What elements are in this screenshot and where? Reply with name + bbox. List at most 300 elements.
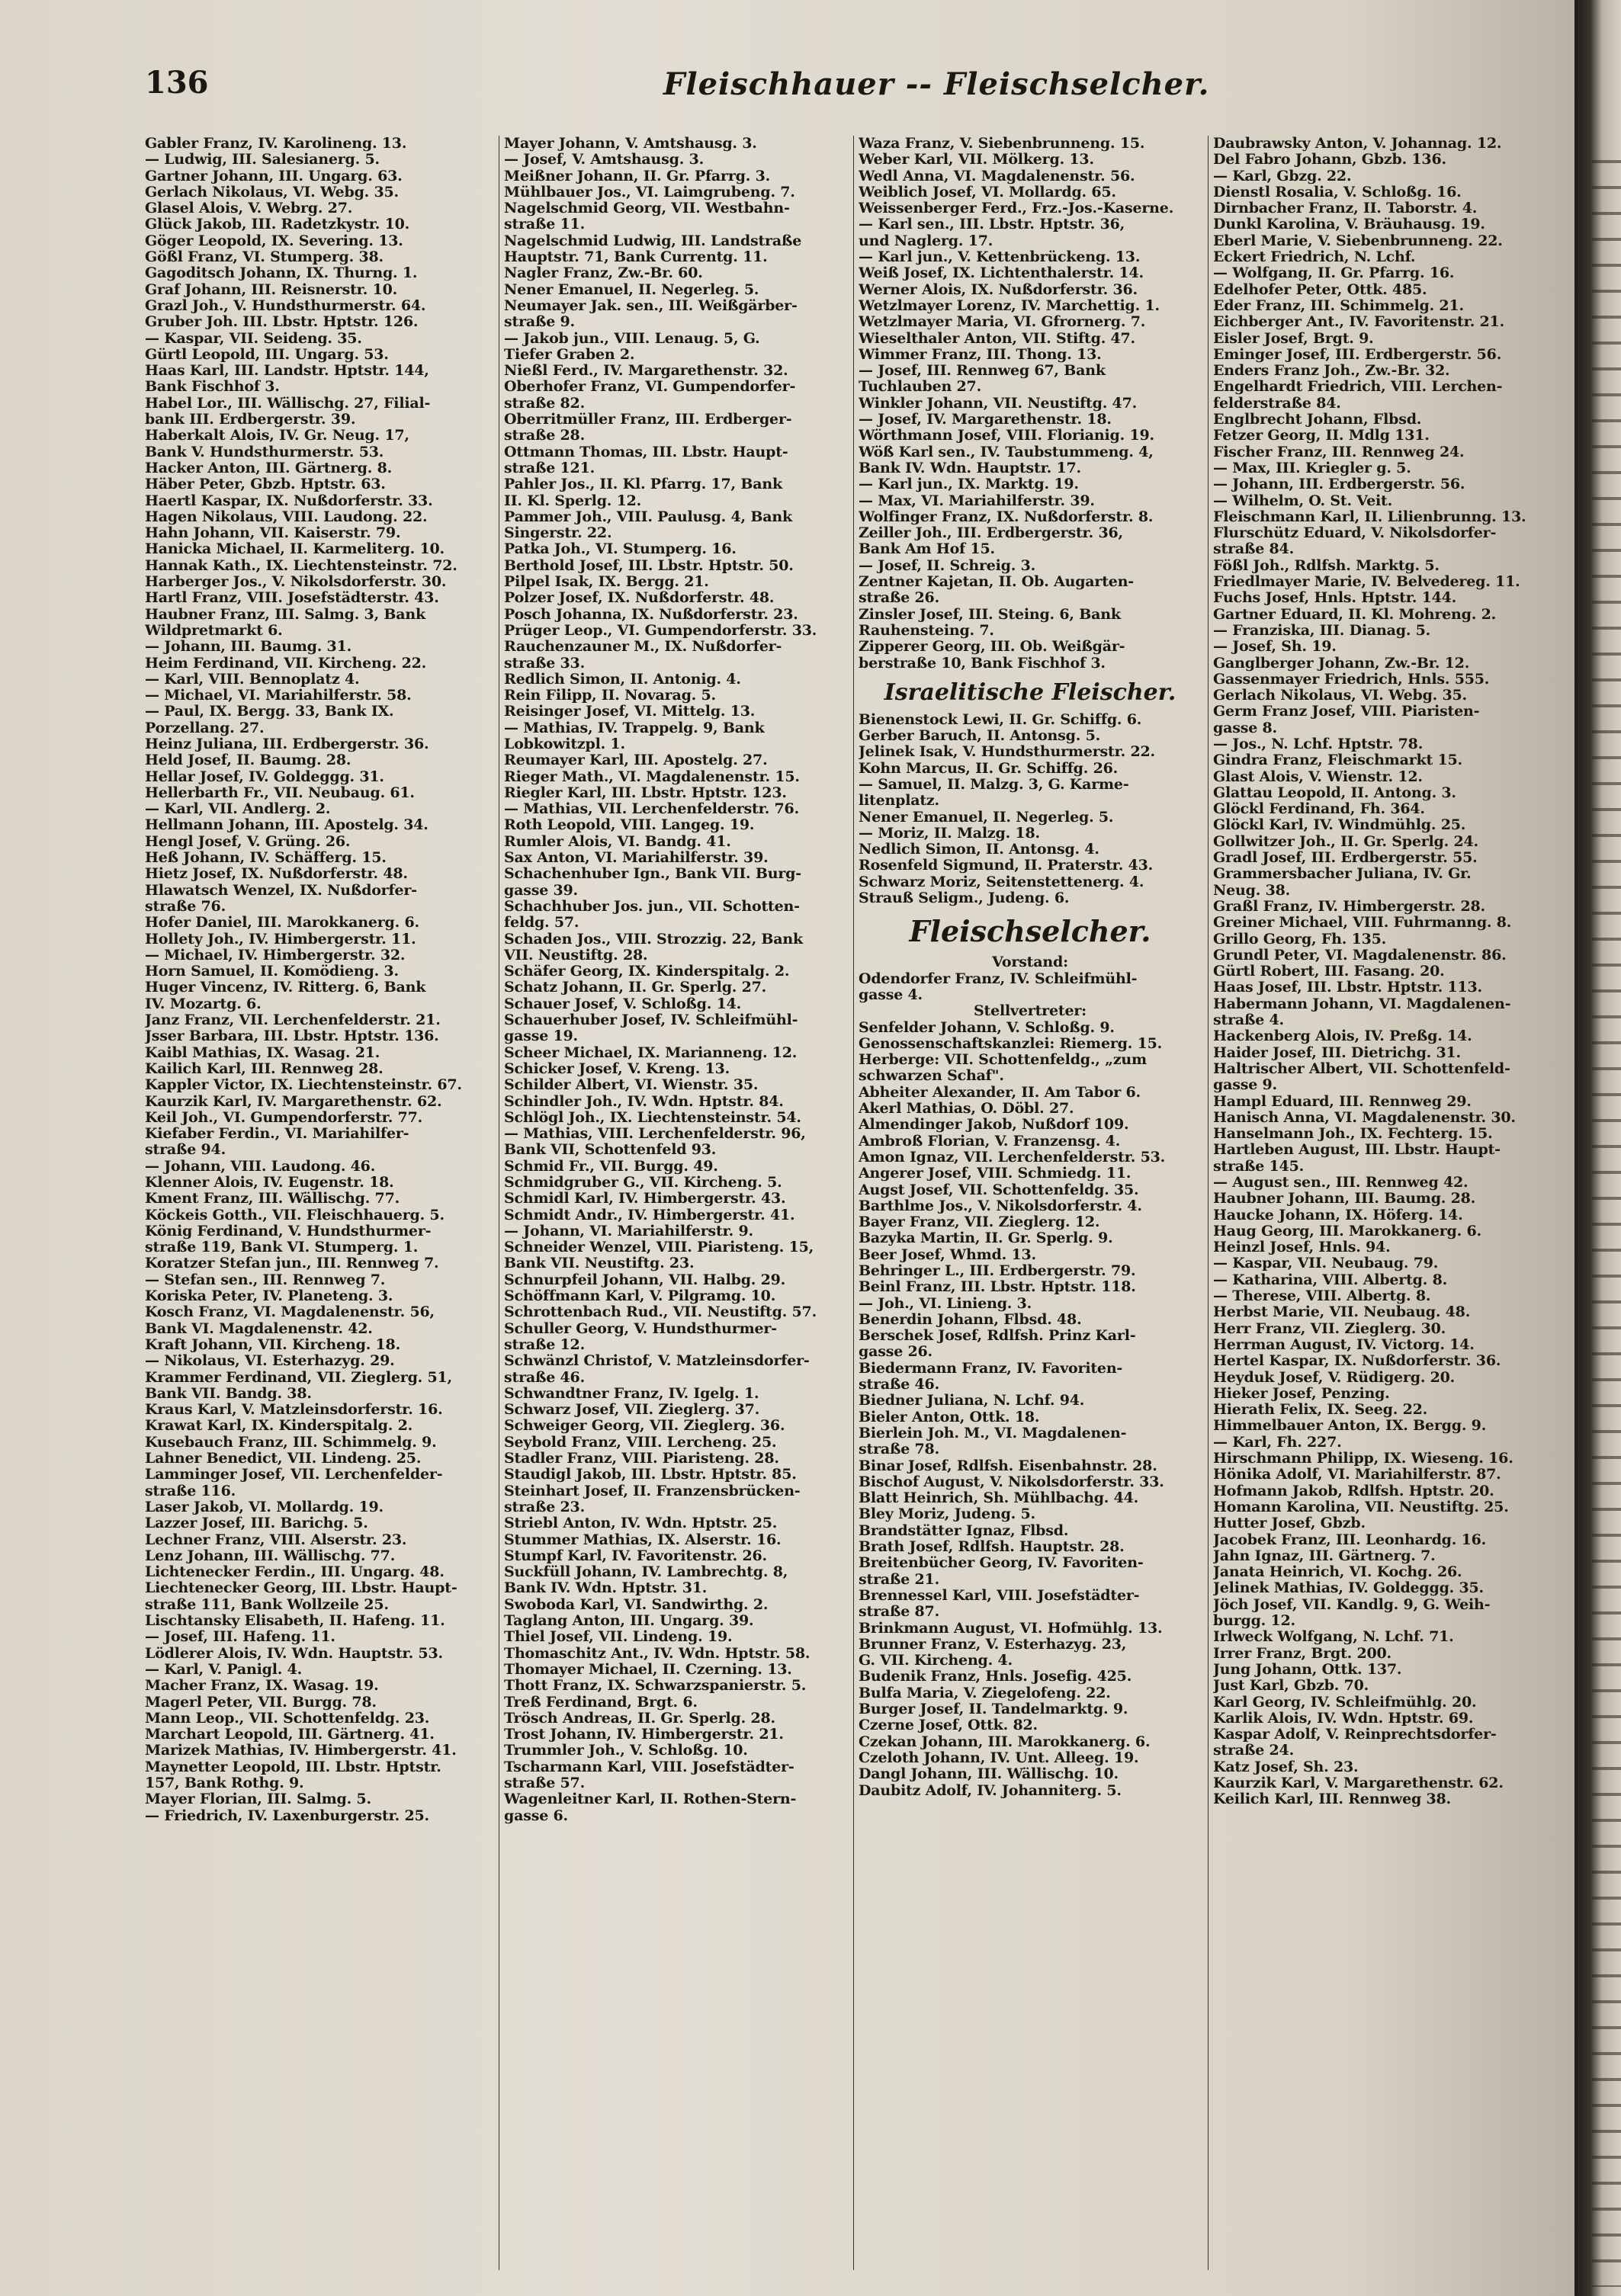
directory-entry-line: Nener Emanuel, II. Negerleg. 5. bbox=[859, 809, 1114, 826]
directory-entry-line: Schicker Josef, V. Kreng. 13. bbox=[504, 1060, 730, 1077]
directory-entry-line: Schwandtner Franz, IV. Igelg. 1. bbox=[504, 1385, 759, 1402]
directory-entry-line: Daubrawsky Anton, V. Johannag. 12. bbox=[1213, 136, 1502, 152]
directory-entry-line: — Johann, III. Baumg. 31. bbox=[145, 639, 352, 656]
directory-entry-line: — Kaspar, VII. Neubaug. 79. bbox=[1213, 1255, 1439, 1272]
directory-entry-line: Hengl Josef, V. Grüng. 26. bbox=[145, 833, 351, 850]
directory-entry-line: Porzellang. 27. bbox=[145, 720, 265, 736]
directory-entry-line: — Jos., N. Lchf. Hptstr. 78. bbox=[1213, 736, 1424, 752]
directory-entry-line: Haubner Johann, III. Baumg. 28. bbox=[1213, 1191, 1476, 1207]
directory-entry-line: Graf Johann, III. Reisnerstr. 10. bbox=[145, 281, 398, 298]
directory-entry-line: Edelhofer Peter, Ottk. 485. bbox=[1213, 281, 1427, 298]
directory-entry-line: Friedlmayer Marie, IV. Belvedereg. 11. bbox=[1213, 574, 1520, 591]
guild-officer-line: Stellvertreter: bbox=[974, 1003, 1087, 1020]
directory-entry-line: Kusebauch Franz, III. Schimmelg. 9. bbox=[145, 1434, 437, 1451]
directory-entry-line: Haas Josef, III. Lbstr. Hptstr. 113. bbox=[1213, 980, 1482, 996]
directory-column-2 bbox=[499, 136, 854, 2270]
directory-entry-line: straße 82. bbox=[504, 395, 585, 412]
directory-entry-line: Barthlme Jos., V. Nikolsdorferstr. 4. bbox=[859, 1198, 1142, 1214]
israelite-butchers-heading: Israelitische Fleischer. bbox=[884, 678, 1176, 706]
directory-entry-line: berstraße 10, Bank Fischhof 3. bbox=[859, 655, 1106, 672]
directory-entry-line: Bank VII. Neustiftg. 23. bbox=[504, 1255, 695, 1272]
directory-entry-line: Suckfüll Johann, IV. Lambrechtg. 8, bbox=[504, 1564, 788, 1581]
directory-entry-line: Winkler Johann, VII. Neustiftg. 47. bbox=[859, 395, 1138, 412]
directory-entry-line: Graßl Franz, IV. Himbergerstr. 28. bbox=[1213, 898, 1485, 915]
running-title: Fleischhauer -- Fleischselcher. bbox=[663, 66, 1210, 102]
directory-column-3 bbox=[854, 136, 1209, 2270]
directory-entry-line: Rieger Math., VI. Magdalenenstr. 15. bbox=[504, 768, 800, 785]
directory-entry-line: Hellmann Johann, III. Apostelg. 34. bbox=[145, 817, 429, 834]
directory-entry-line: burgg. 12. bbox=[1213, 1613, 1295, 1630]
directory-entry-line: Lobkowitzpl. 1. bbox=[504, 736, 625, 752]
directory-entry-line: Hlawatsch Wenzel, IX. Nußdorfer- bbox=[145, 882, 417, 899]
directory-entry-line: Kaspar Adolf, V. Reinprechtsdorfer- bbox=[1213, 1727, 1497, 1743]
page-header bbox=[145, 65, 1563, 111]
directory-entry-line: — Karl, Fh. 227. bbox=[1213, 1434, 1342, 1451]
directory-entry-line: Jelinek Mathias, IV. Goldeggg. 35. bbox=[1213, 1580, 1484, 1597]
directory-entry-line: Posch Johanna, IX. Nußdorferstr. 23. bbox=[504, 606, 798, 623]
directory-entry-line: Strauß Seligm., Judeng. 6. bbox=[859, 890, 1070, 907]
directory-entry-line: Swoboda Karl, VI. Sandwirthg. 2. bbox=[504, 1596, 769, 1613]
directory-entry-line: Roth Leopold, VIII. Langeg. 19. bbox=[504, 817, 755, 834]
directory-entry-line: Schnurpfeil Johann, VII. Halbg. 29. bbox=[504, 1271, 786, 1288]
directory-entry-line: Haas Karl, III. Landstr. Hptstr. 144, bbox=[145, 363, 429, 380]
directory-entry-line: Nener Emanuel, II. Negerleg. 5. bbox=[504, 281, 759, 298]
directory-entry-line: Huger Vincenz, IV. Ritterg. 6, Bank bbox=[145, 980, 426, 996]
directory-entry-line: Glöckl Karl, IV. Windmühlg. 25. bbox=[1213, 817, 1466, 834]
directory-entry-line: G. VII. Kircheng. 4. bbox=[859, 1653, 1013, 1669]
directory-entry-line: straße 84. bbox=[1213, 541, 1294, 558]
directory-entry-line: — Karl jun., IX. Marktg. 19. bbox=[859, 476, 1079, 493]
directory-entry-line: Zipperer Georg, III. Ob. Weißgär- bbox=[859, 639, 1125, 656]
directory-entry-line: Hampl Eduard, III. Rennweg 29. bbox=[1213, 1093, 1472, 1110]
directory-entry-line: — Mathias, VIII. Lerchenfelderstr. 96, bbox=[504, 1126, 806, 1143]
directory-entry-line: — Karl jun., V. Kettenbrückeng. 13. bbox=[859, 249, 1141, 266]
directory-entry-line: Hellerbarth Fr., VII. Neubaug. 61. bbox=[145, 784, 415, 801]
directory-entry-line: — Franziska, III. Dianag. 5. bbox=[1213, 622, 1431, 639]
directory-entry-line: straße 21. bbox=[859, 1571, 939, 1588]
directory-entry-line: Häber Peter, Gbzb. Hptstr. 63. bbox=[145, 476, 386, 493]
directory-entry-line: Laser Jakob, VI. Mollardg. 19. bbox=[145, 1499, 384, 1515]
directory-entry-line: — Josef, III. Rennweg 67, Bank bbox=[859, 363, 1106, 380]
directory-entry-line: Hartl Franz, VIII. Josefstädterstr. 43. bbox=[145, 590, 439, 607]
directory-entry-line: Oberhofer Franz, VI. Gumpendorfer- bbox=[504, 379, 796, 396]
directory-entry-line: Tuchlauben 27. bbox=[859, 379, 981, 396]
directory-entry-line: Wimmer Franz, III. Thong. 13. bbox=[859, 346, 1102, 363]
directory-entry-line: gasse 19. bbox=[504, 1028, 578, 1045]
directory-entry-line: straße 23. bbox=[504, 1499, 585, 1515]
directory-entry-line: Karlik Alois, IV. Wdn. Hptstr. 69. bbox=[1213, 1710, 1474, 1727]
directory-entry-line: Heyduk Josef, V. Rüdigerg. 20. bbox=[1213, 1369, 1456, 1386]
directory-entry-line: straße 94. bbox=[145, 1142, 226, 1159]
directory-entry-line: straße 76. bbox=[145, 898, 226, 915]
directory-entry-line: Weiblich Josef, VI. Mollardg. 65. bbox=[859, 184, 1116, 200]
directory-entry-line: — Max, VI. Mariahilferstr. 39. bbox=[859, 492, 1095, 509]
directory-entry-line: Katz Josef, Sh. 23. bbox=[1213, 1759, 1359, 1775]
directory-entry-line: Habermann Johann, VI. Magdalenen- bbox=[1213, 996, 1511, 1012]
directory-entry-line: Eichberger Ant., IV. Favoritenstr. 21. bbox=[1213, 314, 1504, 331]
directory-entry-line: Liechtenecker Georg, III. Lbstr. Haupt- bbox=[145, 1580, 457, 1597]
directory-entry-line: gasse 8. bbox=[1213, 720, 1277, 736]
directory-entry-line: feldg. 57. bbox=[504, 915, 579, 932]
directory-entry-line: Hollety Joh., IV. Himbergerstr. 11. bbox=[145, 931, 416, 948]
directory-entry-line: Heß Johann, IV. Schäfferg. 15. bbox=[145, 850, 387, 867]
directory-entry-line: Tscharmann Karl, VIII. Josefstädter- bbox=[504, 1759, 794, 1775]
directory-entry-line: Schuller Georg, V. Hundsthurmer- bbox=[504, 1320, 777, 1337]
directory-entry-line: Schmidt Andr., IV. Himbergerstr. 41. bbox=[504, 1207, 795, 1223]
directory-entry-line: Dangl Johann, III. Wällischg. 10. bbox=[859, 1766, 1119, 1783]
directory-entry-line: Gindra Franz, Fleischmarkt 15. bbox=[1213, 752, 1462, 769]
directory-entry-line: Haug Georg, III. Marokkanerg. 6. bbox=[1213, 1223, 1481, 1239]
directory-entry-line: Reisinger Josef, VI. Mittelg. 13. bbox=[504, 704, 756, 720]
directory-entry-line: Breitenbücher Georg, IV. Favoriten- bbox=[859, 1555, 1144, 1572]
directory-entry-line: — Jakob jun., VIII. Lenaug. 5, G. bbox=[504, 330, 760, 347]
directory-entry-line: straße 119, Bank VI. Stumperg. 1. bbox=[145, 1239, 419, 1256]
directory-entry-line: Schindler Joh., IV. Wdn. Hptstr. 84. bbox=[504, 1093, 784, 1110]
directory-entry-line: Englbrecht Johann, Flbsd. bbox=[1213, 412, 1422, 428]
directory-entry-line: straße 28. bbox=[504, 428, 585, 444]
directory-entry-line: straße 33. bbox=[504, 655, 585, 672]
directory-entry-line: Tiefer Graben 2. bbox=[504, 346, 635, 363]
directory-entry-line: — Karl, VII. Andlerg. 2. bbox=[145, 801, 331, 818]
directory-entry-line: Weiß Josef, IX. Lichtenthalerstr. 14. bbox=[859, 265, 1144, 282]
directory-entry-line: Harberger Jos., V. Nikolsdorferstr. 30. bbox=[145, 574, 447, 591]
directory-entry-line: Kraft Johann, VII. Kircheng. 18. bbox=[145, 1336, 400, 1353]
directory-entry-line: Oberritmüller Franz, III. Erdberger- bbox=[504, 412, 792, 428]
israelite-butchers-list bbox=[859, 712, 1202, 907]
directory-entry-line: Pilpel Isak, IX. Bergg. 21. bbox=[504, 574, 709, 591]
directory-entry-line: Brunner Franz, V. Esterhazyg. 23, bbox=[859, 1636, 1127, 1653]
directory-entry-line: Seybold Franz, VIII. Lercheng. 25. bbox=[504, 1434, 777, 1451]
directory-entry-line: Janata Heinrich, VI. Kochg. 26. bbox=[1213, 1564, 1462, 1581]
directory-entry-line: Hahn Johann, VII. Kaiserstr. 79. bbox=[145, 525, 401, 542]
directory-entry-line: Wildpretmarkt 6. bbox=[145, 622, 283, 639]
directory-entry-line: straße 26. bbox=[859, 590, 939, 607]
directory-entry-line: Grammersbacher Juliana, IV. Gr. bbox=[1213, 866, 1472, 883]
directory-entry-line: Mayer Johann, V. Amtshausg. 3. bbox=[504, 136, 757, 152]
directory-entry-line: Bank VI. Magdalenenstr. 42. bbox=[145, 1320, 373, 1337]
page-number: 136 bbox=[145, 65, 209, 101]
directory-entry-line: Jahn Ignaz, III. Gärtnerg. 7. bbox=[1213, 1547, 1436, 1564]
directory-entry-line: Bieler Anton, Ottk. 18. bbox=[859, 1409, 1040, 1425]
fleischhauer-list-continued bbox=[859, 136, 1202, 672]
directory-entry-line: Kappler Victor, IX. Liechtensteinstr. 67. bbox=[145, 1077, 462, 1094]
directory-entry-line: Haubner Franz, III. Salmg. 3, Bank bbox=[145, 606, 425, 623]
directory-entry-line: Glast Alois, V. Wienstr. 12. bbox=[1213, 768, 1423, 785]
directory-entry-line: Zinsler Josef, III. Steing. 6, Bank bbox=[859, 606, 1121, 623]
directory-entry-line: Werner Alois, IX. Nußdorferstr. 36. bbox=[859, 281, 1138, 298]
directory-entry-line: Schöffmann Karl, V. Pilgramg. 10. bbox=[504, 1288, 776, 1305]
directory-entry-line: Augst Josef, VII. Schottenfeldg. 35. bbox=[859, 1182, 1139, 1198]
directory-entry-line: Dirnbacher Franz, II. Taborstr. 4. bbox=[1213, 200, 1478, 217]
guild-officer-line: gasse 4. bbox=[859, 986, 923, 1003]
directory-entry-line: Budenik Franz, Hnls. Josefig. 425. bbox=[859, 1669, 1132, 1685]
directory-column-4 bbox=[1209, 136, 1563, 2270]
directory-entry-line: Brinkmann August, VI. Hofmühlg. 13. bbox=[859, 1620, 1163, 1637]
directory-entry-line: Germ Franz Josef, VIII. Piaristen- bbox=[1213, 704, 1480, 720]
directory-entry-line: Just Karl, Gbzb. 70. bbox=[1213, 1678, 1369, 1695]
directory-entry-line: Jsser Barbara, III. Lbstr. Hptstr. 136. bbox=[145, 1028, 439, 1045]
directory-entry-line: Gürtl Leopold, III. Ungarg. 53. bbox=[145, 346, 389, 363]
directory-entry-line: — Karl, Gbzg. 22. bbox=[1213, 168, 1352, 184]
directory-entry-line: Stadler Franz, VIII. Piaristeng. 28. bbox=[504, 1451, 779, 1467]
guild-officer-line: Odendorfer Franz, IV. Schleifmühl- bbox=[859, 970, 1138, 987]
directory-entry-line: Gartner Eduard, II. Kl. Mohreng. 2. bbox=[1213, 606, 1497, 623]
directory-entry-line: Rumler Alois, VI. Bandg. 41. bbox=[504, 833, 731, 850]
directory-entry-line: — Josef, V. Amtshausg. 3. bbox=[504, 152, 705, 168]
directory-entry-line: Grazl Joh., V. Hundsthurmerstr. 64. bbox=[145, 297, 426, 314]
directory-entry-line: Redlich Simon, II. Antonig. 4. bbox=[504, 671, 741, 688]
directory-entry-line: Ganglberger Johann, Zw.-Br. 12. bbox=[1213, 655, 1470, 672]
directory-entry-line: Hacker Anton, III. Gärtnerg. 8. bbox=[145, 460, 393, 476]
directory-entry-line: Lischtansky Elisabeth, II. Hafeng. 11. bbox=[145, 1613, 445, 1630]
directory-entry-line: litenplatz. bbox=[859, 793, 939, 810]
directory-entry-line: Daubitz Adolf, IV. Johanniterg. 5. bbox=[859, 1782, 1122, 1799]
directory-entry-line: Brennessel Karl, VIII. Josefstädter- bbox=[859, 1587, 1140, 1604]
directory-entry-line: VII. Neustiftg. 28. bbox=[504, 947, 648, 964]
directory-entry-line: straße 57. bbox=[504, 1775, 585, 1791]
directory-entry-line: straße 78. bbox=[859, 1441, 939, 1458]
directory-entry-line: Thomayer Michael, II. Czerning. 13. bbox=[504, 1661, 792, 1678]
directory-entry-line: Himmelbauer Anton, IX. Bergg. 9. bbox=[1213, 1418, 1487, 1435]
directory-entry-line: Lechner Franz, VIII. Alserstr. 23. bbox=[145, 1531, 407, 1548]
fleischselcher-list bbox=[859, 1085, 1202, 1799]
directory-entry-line: Bienenstock Lewi, II. Gr. Schiffg. 6. bbox=[859, 711, 1142, 728]
directory-entry-line: Kment Franz, III. Wällischg. 77. bbox=[145, 1191, 400, 1207]
directory-entry-line: Marizek Mathias, IV. Himbergerstr. 41. bbox=[145, 1743, 457, 1759]
directory-entry-line: Keilich Karl, III. Rennweg 38. bbox=[1213, 1791, 1451, 1808]
directory-entry-line: Haberkalt Alois, IV. Gr. Neug. 17, bbox=[145, 428, 409, 444]
directory-entry-line: Gerlach Nikolaus, VI. Webg. 35. bbox=[145, 184, 399, 200]
directory-entry-line: straße 12. bbox=[504, 1336, 585, 1353]
directory-entry-line: Göger Leopold, IX. Severing. 13. bbox=[145, 232, 403, 249]
directory-columns bbox=[145, 136, 1563, 2270]
directory-entry-line: Karl Georg, IV. Schleifmühlg. 20. bbox=[1213, 1694, 1477, 1711]
directory-entry-line: — Stefan sen., III. Rennweg 7. bbox=[145, 1271, 386, 1288]
directory-entry-line: IV. Mozartg. 6. bbox=[145, 996, 262, 1012]
guild-officer-line: Genossenschaftskanzlei: Riemerg. 15. bbox=[859, 1035, 1163, 1052]
directory-entry-line: — Kaspar, VII. Seideng. 35. bbox=[145, 330, 362, 347]
directory-entry-line: Staudigl Jakob, III. Lbstr. Hptstr. 85. bbox=[504, 1467, 797, 1483]
guild-officers bbox=[859, 954, 1202, 1084]
directory-entry-line: Behringer L., III. Erdbergerstr. 79. bbox=[859, 1263, 1136, 1279]
directory-entry-line: Zentner Kajetan, II. Ob. Augarten- bbox=[859, 574, 1134, 591]
directory-entry-line: Singerstr. 22. bbox=[504, 525, 612, 542]
directory-entry-line: König Ferdinand, V. Hundsthurmer- bbox=[145, 1223, 432, 1239]
directory-entry-line: Schlögl Joh., IX. Liechtensteinstr. 54. bbox=[504, 1109, 801, 1126]
directory-entry-line: straße 87. bbox=[859, 1604, 939, 1621]
directory-entry-line: — Karl sen., III. Lbstr. Hptstr. 36, bbox=[859, 216, 1125, 233]
directory-entry-line: Glasel Alois, V. Webrg. 27. bbox=[145, 200, 353, 217]
directory-entry-line: Ottmann Thomas, III. Lbstr. Haupt- bbox=[504, 444, 788, 460]
directory-entry-line: 157, Bank Rothg. 9. bbox=[145, 1775, 304, 1791]
directory-entry-line: Schmidgruber G., VII. Kircheng. 5. bbox=[504, 1175, 782, 1191]
directory-entry-line: — Karl, VIII. Bennoplatz 4. bbox=[145, 671, 360, 688]
directory-entry-line: Angerer Josef, VIII. Schmiedg. 11. bbox=[859, 1166, 1131, 1182]
directory-entry-line: Schrottenbach Rud., VII. Neustiftg. 57. bbox=[504, 1304, 817, 1321]
directory-entry-line: Eminger Josef, III. Erdbergerstr. 56. bbox=[1213, 346, 1502, 363]
directory-entry-line: Nagelschmid Georg, VII. Westbahn- bbox=[504, 200, 790, 217]
directory-entry-line: straße 145. bbox=[1213, 1158, 1305, 1175]
directory-entry-line: — Mathias, IV. Trappelg. 9, Bank bbox=[504, 720, 765, 736]
directory-entry-line: — August sen., III. Rennweg 42. bbox=[1213, 1175, 1469, 1191]
directory-entry-line: Krammer Ferdinand, VII. Zieglerg. 51, bbox=[145, 1369, 452, 1386]
directory-entry-line: Nagler Franz, Zw.-Br. 60. bbox=[504, 265, 703, 282]
directory-entry-line: gasse 9. bbox=[1213, 1077, 1277, 1094]
directory-entry-line: straße 46. bbox=[504, 1369, 585, 1386]
directory-entry-line: Schwarz Josef, VII. Zieglerg. 37. bbox=[504, 1402, 760, 1419]
directory-entry-line: Bulfa Maria, V. Ziegelofeng. 22. bbox=[859, 1685, 1111, 1701]
directory-entry-line: Zeiller Joh., III. Erdbergerstr. 36, bbox=[859, 525, 1123, 542]
directory-entry-line: — Johann, VIII. Laudong. 46. bbox=[145, 1158, 376, 1175]
directory-entry-line: Nedlich Simon, II. Antonsg. 4. bbox=[859, 842, 1099, 858]
directory-entry-line: Rein Filipp, II. Novarag. 5. bbox=[504, 688, 716, 704]
directory-entry-line: Thomaschitz Ant., IV. Wdn. Hptstr. 58. bbox=[504, 1645, 810, 1662]
directory-entry-line: Kaibl Mathias, IX. Wasag. 21. bbox=[145, 1044, 380, 1061]
directory-entry-line: Eder Franz, III. Schimmelg. 21. bbox=[1213, 297, 1464, 314]
directory-entry-line: straße 11. bbox=[504, 216, 585, 233]
directory-entry-line: Haertl Kaspar, IX. Nußdorferstr. 33. bbox=[145, 492, 433, 509]
directory-entry-line: und Naglerg. 17. bbox=[859, 232, 993, 249]
directory-entry-line: Hofer Daniel, III. Marokkanerg. 6. bbox=[145, 915, 419, 932]
directory-entry-line: Pahler Jos., II. Kl. Pfarrg. 17, Bank bbox=[504, 476, 782, 493]
directory-entry-line: Schmidl Karl, IV. Himbergerstr. 43. bbox=[504, 1191, 786, 1207]
directory-entry-line: — Wolfgang, II. Gr. Pfarrg. 16. bbox=[1213, 265, 1455, 282]
directory-entry-line: Schmid Fr., VII. Burgg. 49. bbox=[504, 1158, 718, 1175]
directory-entry-line: Sax Anton, VI. Mariahilferstr. 39. bbox=[504, 850, 769, 867]
directory-entry-line: Gößl Franz, VI. Stumperg. 38. bbox=[145, 249, 384, 266]
directory-entry-line: Enders Franz Joh., Zw.-Br. 32. bbox=[1213, 363, 1450, 380]
directory-entry-line: Macher Franz, IX. Wasag. 19. bbox=[145, 1678, 379, 1695]
directory-entry-line: Herr Franz, VII. Zieglerg. 30. bbox=[1213, 1320, 1446, 1337]
directory-entry-line: Beinl Franz, III. Lbstr. Hptstr. 118. bbox=[859, 1279, 1136, 1296]
directory-entry-line: Schauerhuber Josef, IV. Schleifmühl- bbox=[504, 1012, 798, 1029]
directory-entry-line: Wetzlmayer Lorenz, IV. Marchettig. 1. bbox=[859, 297, 1160, 314]
directory-entry-line: Krawat Karl, IX. Kinderspitalg. 2. bbox=[145, 1418, 413, 1435]
directory-entry-line: Benerdin Johann, Flbsd. 48. bbox=[859, 1311, 1082, 1328]
directory-entry-line: Fößl Joh., Rdlfsh. Marktg. 5. bbox=[1213, 557, 1440, 574]
directory-entry-line: — Mathias, VII. Lerchenfelderstr. 76. bbox=[504, 801, 799, 818]
directory-entry-line: Haider Josef, III. Dietrichg. 31. bbox=[1213, 1044, 1461, 1061]
directory-entry-line: Rauchenzauner M., IX. Nußdorfer- bbox=[504, 639, 782, 656]
directory-entry-line: Rosenfeld Sigmund, II. Praterstr. 43. bbox=[859, 858, 1154, 874]
directory-entry-line: Irrer Franz, Brgt. 200. bbox=[1213, 1645, 1391, 1662]
directory-entry-line: Hellar Josef, IV. Goldeggg. 31. bbox=[145, 768, 384, 785]
directory-entry-line: Koratzer Stefan jun., III. Rennweg 7. bbox=[145, 1255, 439, 1272]
directory-entry-line: Burger Josef, II. Tandelmarktg. 9. bbox=[859, 1701, 1128, 1718]
directory-entry-line: Hönika Adolf, VI. Mariahilferstr. 87. bbox=[1213, 1467, 1501, 1483]
directory-entry-line: Gassenmayer Friedrich, Hnls. 555. bbox=[1213, 671, 1490, 688]
directory-entry-line: Hauptstr. 71, Bank Currentg. 11. bbox=[504, 249, 768, 266]
directory-entry-line: Herrman August, IV. Victorg. 14. bbox=[1213, 1336, 1475, 1353]
directory-entry-line: Gartner Johann, III. Ungarg. 63. bbox=[145, 168, 403, 184]
directory-entry-line: Jacobek Franz, III. Leonhardg. 16. bbox=[1213, 1531, 1487, 1548]
directory-entry-line: Bank Am Hof 15. bbox=[859, 541, 995, 558]
directory-entry-line: — Paul, IX. Bergg. 33, Bank IX. bbox=[145, 704, 394, 720]
directory-entry-line: Mayer Florian, III. Salmg. 5. bbox=[145, 1791, 371, 1808]
directory-entry-line: — Josef, II. Schreig. 3. bbox=[859, 557, 1036, 574]
directory-entry-line: Lödlerer Alois, IV. Wdn. Hauptstr. 53. bbox=[145, 1645, 443, 1662]
directory-entry-line: Schauer Josef, V. Schloßg. 14. bbox=[504, 996, 742, 1012]
directory-entry-line: Herbst Marie, VII. Neubaug. 48. bbox=[1213, 1304, 1471, 1321]
directory-entry-line: Lichtenecker Ferdin., III. Ungarg. 48. bbox=[145, 1564, 445, 1581]
directory-entry-line: Striebl Anton, IV. Wdn. Hptstr. 25. bbox=[504, 1515, 778, 1532]
directory-entry-line: straße 111, Bank Wollzeile 25. bbox=[145, 1596, 389, 1613]
directory-entry-line: Brandstätter Ignaz, Flbsd. bbox=[859, 1522, 1069, 1539]
guild-officer-line: Herberge: VII. Schottenfeldg., „zum bbox=[859, 1052, 1147, 1069]
directory-entry-line: gasse 6. bbox=[504, 1807, 568, 1824]
directory-entry-line: Kailich Karl, III. Rennweg 28. bbox=[145, 1060, 384, 1077]
directory-entry-line: — Karl, V. Panigl. 4. bbox=[145, 1661, 303, 1678]
directory-entry-line: — Max, III. Kriegler g. 5. bbox=[1213, 460, 1411, 476]
directory-entry-line: straße 116. bbox=[145, 1483, 236, 1499]
guild-officer-line: schwarzen Schaf". bbox=[859, 1068, 1004, 1085]
directory-entry-line: — Michael, VI. Mariahilferstr. 58. bbox=[145, 688, 412, 704]
directory-entry-line: Eisler Josef, Brgt. 9. bbox=[1213, 330, 1374, 347]
directory-entry-line: Mühlbauer Jos., VI. Laimgrubeng. 7. bbox=[504, 184, 795, 200]
directory-entry-line: Hietz Josef, IX. Nußdorferstr. 48. bbox=[145, 866, 408, 883]
directory-entry-line: Kaurzik Karl, IV. Margarethenstr. 62. bbox=[145, 1093, 442, 1110]
directory-entry-line: Hierath Felix, IX. Seeg. 22. bbox=[1213, 1402, 1428, 1419]
directory-entry-line: Czerne Josef, Ottk. 82. bbox=[859, 1717, 1038, 1734]
directory-entry-line: Berschek Josef, Rdlfsh. Prinz Karl- bbox=[859, 1328, 1136, 1345]
directory-entry-line: Czeloth Johann, IV. Unt. Alleeg. 19. bbox=[859, 1749, 1139, 1766]
directory-entry-line: Schneider Wenzel, VIII. Piaristeng. 15, bbox=[504, 1239, 814, 1256]
directory-entry-line: Hagen Nikolaus, VIII. Laudong. 22. bbox=[145, 508, 428, 525]
directory-entry-line: Meißner Johann, II. Gr. Pfarrg. 3. bbox=[504, 168, 771, 184]
directory-entry-line: straße 24. bbox=[1213, 1743, 1294, 1759]
directory-entry-line: Wedl Anna, VI. Magdalenenstr. 56. bbox=[859, 168, 1135, 184]
directory-entry-line: Del Fabro Johann, Gbzb. 136. bbox=[1213, 152, 1446, 168]
directory-entry-line: Heim Ferdinand, VII. Kircheng. 22. bbox=[145, 655, 427, 672]
directory-entry-line: Dienstl Rosalia, V. Schloßg. 16. bbox=[1213, 184, 1462, 200]
directory-entry-line: Stumpf Karl, IV. Favoritenstr. 26. bbox=[504, 1547, 767, 1564]
directory-entry-line: Patka Joh., VI. Stumperg. 16. bbox=[504, 541, 737, 558]
directory-entry-line: Hannak Kath., IX. Liechtensteinstr. 72. bbox=[145, 557, 457, 574]
directory-entry-line: Biedermann Franz, IV. Favoriten- bbox=[859, 1360, 1123, 1377]
directory-entry-line: — Johann, VI. Mariahilferstr. 9. bbox=[504, 1223, 753, 1239]
directory-entry-line: Schäfer Georg, IX. Kinderspitalg. 2. bbox=[504, 964, 790, 980]
directory-entry-line: Schweiger Georg, VII. Zieglerg. 36. bbox=[504, 1418, 785, 1435]
directory-entry-line: Scheer Michael, IX. Marianneng. 12. bbox=[504, 1044, 798, 1061]
directory-entry-line: straße 46. bbox=[859, 1377, 939, 1393]
directory-entry-line: Fuchs Josef, Hnls. Hptstr. 144. bbox=[1213, 590, 1457, 607]
directory-entry-line: Flurschütz Eduard, V. Nikolsdorfer- bbox=[1213, 525, 1497, 542]
directory-entry-line: Wagenleitner Karl, II. Rothen-Stern- bbox=[504, 1791, 797, 1808]
directory-entry-line: Bank Fischhof 3. bbox=[145, 379, 280, 396]
directory-entry-line: Hanselmann Joh., IX. Fechterg. 15. bbox=[1213, 1126, 1493, 1143]
directory-entry-line: Schachenhuber Ign., Bank VII. Burg- bbox=[504, 866, 801, 883]
directory-entry-line: Gürtl Robert, III. Fasang. 20. bbox=[1213, 964, 1445, 980]
directory-entry-line: Beer Josef, Whmd. 13. bbox=[859, 1246, 1036, 1263]
directory-entry-line: Heinz Juliana, III. Erdbergerstr. 36. bbox=[145, 736, 429, 752]
directory-entry-line: — Nikolaus, VI. Esterhazyg. 29. bbox=[145, 1353, 395, 1370]
directory-entry-line: Jöch Josef, VII. Kandlg. 9, G. Weih- bbox=[1213, 1596, 1491, 1613]
directory-entry-line: Grillo Georg, Fh. 135. bbox=[1213, 931, 1387, 948]
directory-entry-line: Mann Leop., VII. Schottenfeldg. 23. bbox=[145, 1710, 430, 1727]
directory-entry-line: straße 4. bbox=[1213, 1012, 1284, 1029]
directory-entry-line: Prüger Leop., VI. Gumpendorferstr. 33. bbox=[504, 622, 817, 639]
directory-entry-line: Taglang Anton, III. Ungarg. 39. bbox=[504, 1613, 754, 1630]
directory-entry-line: Dunkl Karolina, V. Bräuhausg. 19. bbox=[1213, 216, 1485, 233]
directory-entry-line: Kiefaber Ferdin., VI. Mariahilfer- bbox=[145, 1126, 409, 1143]
directory-entry-line: straße 9. bbox=[504, 314, 575, 331]
directory-entry-line: Thiel Josef, VII. Lindeng. 19. bbox=[504, 1629, 733, 1646]
directory-entry-line: Trösch Andreas, II. Gr. Sperlg. 28. bbox=[504, 1710, 775, 1727]
directory-entry-line: Köckeis Gotth., VII. Fleischhauerg. 5. bbox=[145, 1207, 445, 1223]
directory-entry-line: Trummler Joh., V. Schloßg. 10. bbox=[504, 1743, 748, 1759]
directory-entry-line: Almendinger Jakob, Nußdorf 109. bbox=[859, 1117, 1129, 1134]
directory-entry-line: — Friedrich, IV. Laxenburgerstr. 25. bbox=[145, 1807, 429, 1824]
